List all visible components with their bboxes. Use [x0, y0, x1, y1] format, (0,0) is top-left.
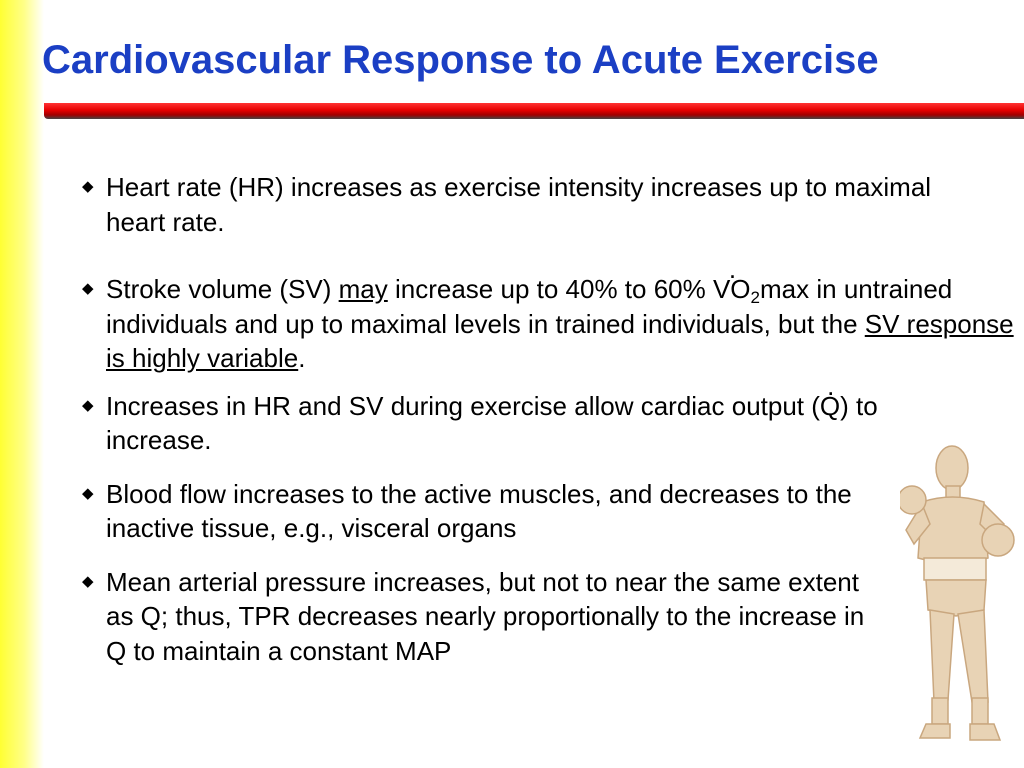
vo-text: VO	[712, 274, 751, 304]
bullet-text-pre: Stroke volume (SV)	[106, 274, 339, 304]
bullet-blood-flow	[82, 477, 1022, 546]
bullet-heart-rate	[82, 170, 1022, 239]
diamond-bullet-icon: ◆	[82, 178, 94, 195]
slide-title: Cardiovascular Response to Acute Exercise	[42, 38, 879, 82]
bullet-text-post: .	[298, 343, 306, 373]
diamond-bullet-icon: ◆	[82, 572, 94, 590]
bullet-text-pre: Increases in HR and SV during exercise allow cardiac output (	[106, 390, 820, 421]
title-divider-rule	[44, 103, 1024, 119]
q-text: Q	[819, 390, 841, 421]
bullet-text: Blood flow increases to the active muscles, and decreases to the inactive tissue, e.g., visceral organs	[106, 478, 852, 543]
yellow-sidebar-stripe	[0, 0, 44, 768]
bullet-text: Mean arterial pressure increases, but not to near the same extent as Q; thus, TPR decreases nearly proportionally to the increase in Q to maintain a constant MAP	[106, 566, 865, 666]
bullet-list	[82, 170, 1022, 668]
boxer-illustration	[900, 440, 1024, 760]
bullet-stroke-volume	[82, 272, 1022, 376]
underlined-may: may	[338, 274, 388, 304]
underlined-variable: SV response is highly variable	[106, 308, 1014, 373]
bullet-text-mid: increase up to 40% to 60%	[387, 274, 713, 304]
bullet-text-container	[106, 272, 1018, 376]
bullet-text-mid2: max in untrained individuals and up to maximal levels in trained individuals, but the	[106, 274, 953, 339]
bullet-text-post: ) to increase.	[106, 390, 878, 455]
q-dot-symbol	[820, 389, 840, 424]
bullet-cardiac-output	[82, 389, 1022, 458]
bullet-text-container	[106, 389, 936, 458]
vo2-symbol	[713, 272, 751, 307]
diamond-bullet-icon: ◆	[82, 280, 94, 297]
diamond-bullet-icon: ◆	[82, 484, 94, 502]
bullet-text: Heart rate (HR) increases as exercise intensity increases up to maximal heart rate.	[106, 172, 932, 237]
bullet-map	[82, 565, 1022, 669]
subscript-2: 2	[750, 288, 761, 307]
diamond-bullet-icon: ◆	[82, 396, 94, 414]
